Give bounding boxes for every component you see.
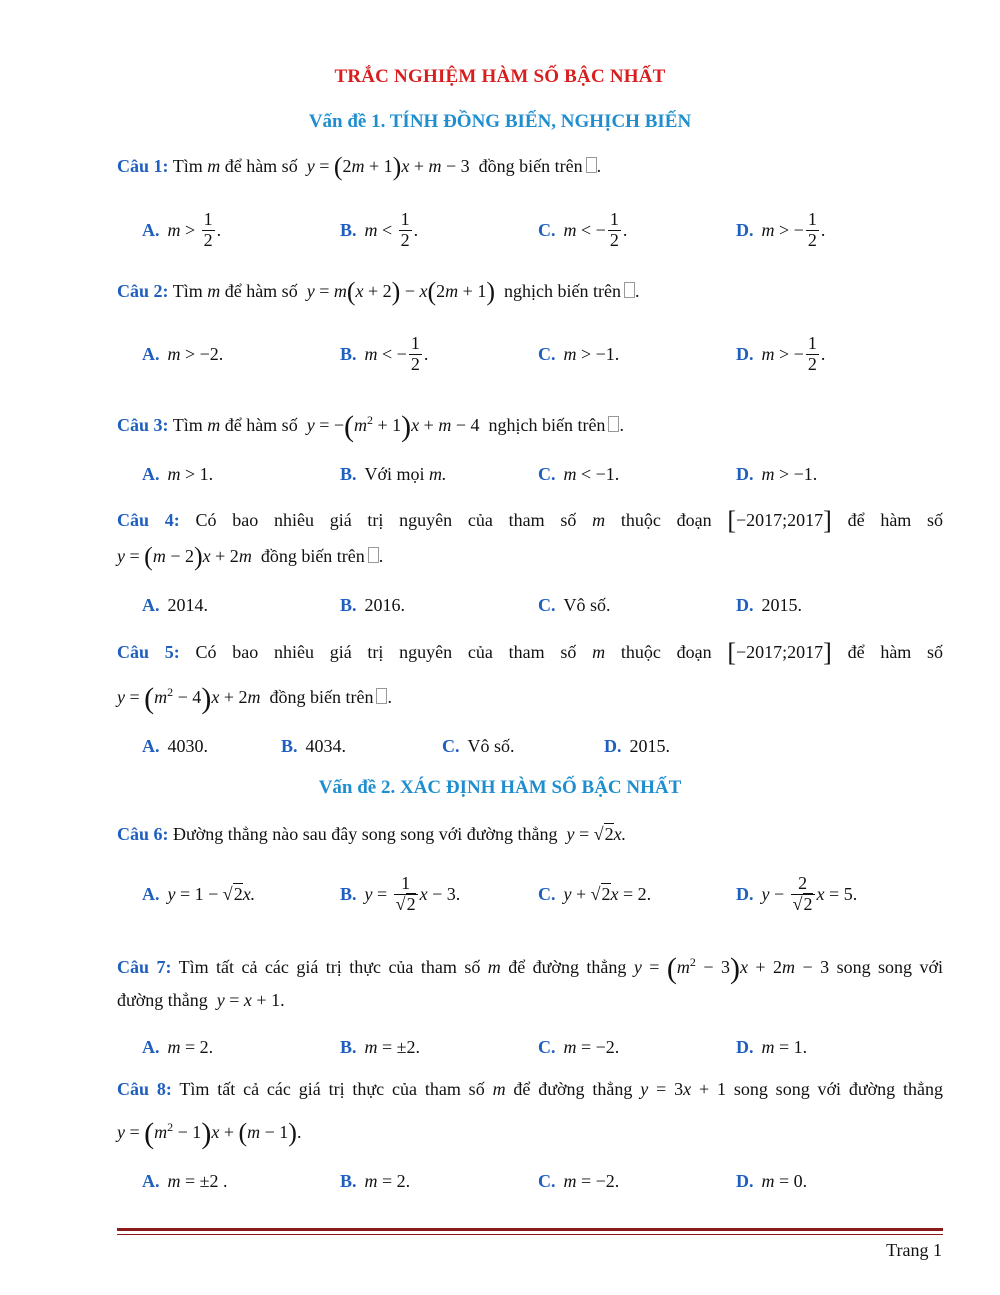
q8-option-d[interactable]: D. m = 0. <box>736 1170 808 1191</box>
question-4-line-2: y = (m − 2)x + 2m đồng biến trên . <box>117 542 384 571</box>
section-heading-2: Vấn đề 2. XÁC ĐỊNH HÀM SỐ BẬC NHẤT <box>318 777 682 798</box>
q7-option-b[interactable]: B. m = ±2. <box>340 1036 421 1057</box>
q6-option-b[interactable]: B. y = $\frac{1}{√2}$ x − 3. <box>340 872 461 914</box>
question-3: Câu 3: Tìm m để hàm số $y = -(m^2 + 1)x + m - 4$ nghịch biến trên . <box>117 410 624 443</box>
section-heading-1: Vấn đề 1. TÍNH ĐỒNG BIẾN, NGHỊCH BIẾN <box>308 111 692 132</box>
q2-option-c[interactable]: C. m > −1. <box>538 343 620 364</box>
question-8-line-2: $y = (m^2 - 1)x + (m - 1)$. <box>117 1117 302 1150</box>
q4-option-d[interactable]: D. 2015. <box>736 594 802 615</box>
page-number: Trang 1 <box>886 1240 942 1260</box>
question-7-line-2: đường thẳng y = x + 1. <box>117 990 285 1010</box>
question-5-line-2: $y = (m^2 - 4)x + 2m$ đồng biến trên . <box>117 682 392 715</box>
q8-option-b[interactable]: B. m = 2. <box>340 1170 411 1191</box>
q1-option-d[interactable]: D. m > − $\frac{1}{2}$ . <box>736 208 826 250</box>
missing-symbol-icon <box>586 157 597 173</box>
q5-option-c[interactable]: C. Vô số. <box>442 735 515 756</box>
q6-option-d[interactable]: D. y − $\frac{2}{√2}$ x = 5. <box>736 872 858 914</box>
q8-option-c[interactable]: C. m = −2. <box>538 1170 620 1191</box>
q2-option-d[interactable]: D. m > − $\frac{1}{2}$ . <box>736 332 826 374</box>
q2-option-b[interactable]: B. m < − $\frac{1}{2}$ . <box>340 332 429 374</box>
q7-option-c[interactable]: C. m = −2. <box>538 1036 620 1057</box>
q1-option-b[interactable]: B. m < $\frac{1}{2}$ . <box>340 208 419 250</box>
q7-option-a[interactable]: A. m = 2. <box>142 1036 214 1057</box>
missing-symbol-icon <box>368 547 379 563</box>
q4-option-b[interactable]: B. 2016. <box>340 594 406 615</box>
q4-option-a[interactable]: A. 2014. <box>142 594 208 615</box>
q2-option-a[interactable]: A. m > −2. <box>142 343 224 364</box>
q3-option-a[interactable]: A. m > 1. <box>142 463 214 484</box>
footer-divider <box>117 1228 943 1231</box>
q5-option-b[interactable]: B. 4034. <box>281 735 347 756</box>
question-8: Câu 8: Tìm tất cả các giá trị thực của tham số m để đường thẳng y = 3x + 1 song song với đường thẳng <box>117 1079 944 1099</box>
footer-divider-thin <box>117 1234 943 1235</box>
question-7: Câu 7: Tìm tất cả các giá trị thực của tham số m để đường thẳng $y = (m^2 - 3)x + 2m - 3$ song song với <box>117 952 943 985</box>
question-label: Câu 1: <box>117 156 169 176</box>
missing-symbol-icon <box>624 282 635 298</box>
q5-option-a[interactable]: A. 4030. <box>142 735 208 756</box>
page-title: TRẮC NGHIỆM HÀM SỐ BẬC NHẤT <box>334 66 666 87</box>
q4-option-c[interactable]: C. Vô số. <box>538 594 611 615</box>
question-5: Câu 5: Có bao nhiêu giá trị nguyên của tham số m thuộc đoạn [−2017;2017] để hàm số <box>117 638 944 667</box>
missing-symbol-icon <box>376 688 387 704</box>
q3-option-c[interactable]: C. m < −1. <box>538 463 620 484</box>
question-6: Câu 6: Đường thẳng nào sau đây song song với đường thẳng y = √2x. <box>117 824 627 844</box>
q6-option-c[interactable]: C. y + √ 2 x = 2. <box>538 883 652 904</box>
q8-option-a[interactable]: A. m = ±2 . <box>142 1170 228 1191</box>
question-1: Câu 1: Tìm m để hàm số y = (2m + 1)x + m − 3 đồng biến trên . <box>117 152 602 181</box>
q3-option-d[interactable]: D. m > −1. <box>736 463 818 484</box>
q1-option-a[interactable]: A. m > $\frac{1}{2}$ . <box>142 208 222 250</box>
q7-option-d[interactable]: D. m = 1. <box>736 1036 808 1057</box>
question-2: Câu 2: Tìm m để hàm số y = m(x + 2) − x(2m + 1) nghịch biến trên . <box>117 277 640 306</box>
question-4: Câu 4: Có bao nhiêu giá trị nguyên của tham số m thuộc đoạn [−2017;2017] để hàm số <box>117 506 944 535</box>
missing-symbol-icon <box>608 416 619 432</box>
q6-option-a[interactable]: A. y = 1 − √ 2 x. <box>142 883 256 904</box>
q1-option-c[interactable]: C. m < − $\frac{1}{2}$ . <box>538 208 628 250</box>
q3-option-b[interactable]: B. Với mọi m. <box>340 463 447 484</box>
q5-option-d[interactable]: D. 2015. <box>604 735 670 756</box>
